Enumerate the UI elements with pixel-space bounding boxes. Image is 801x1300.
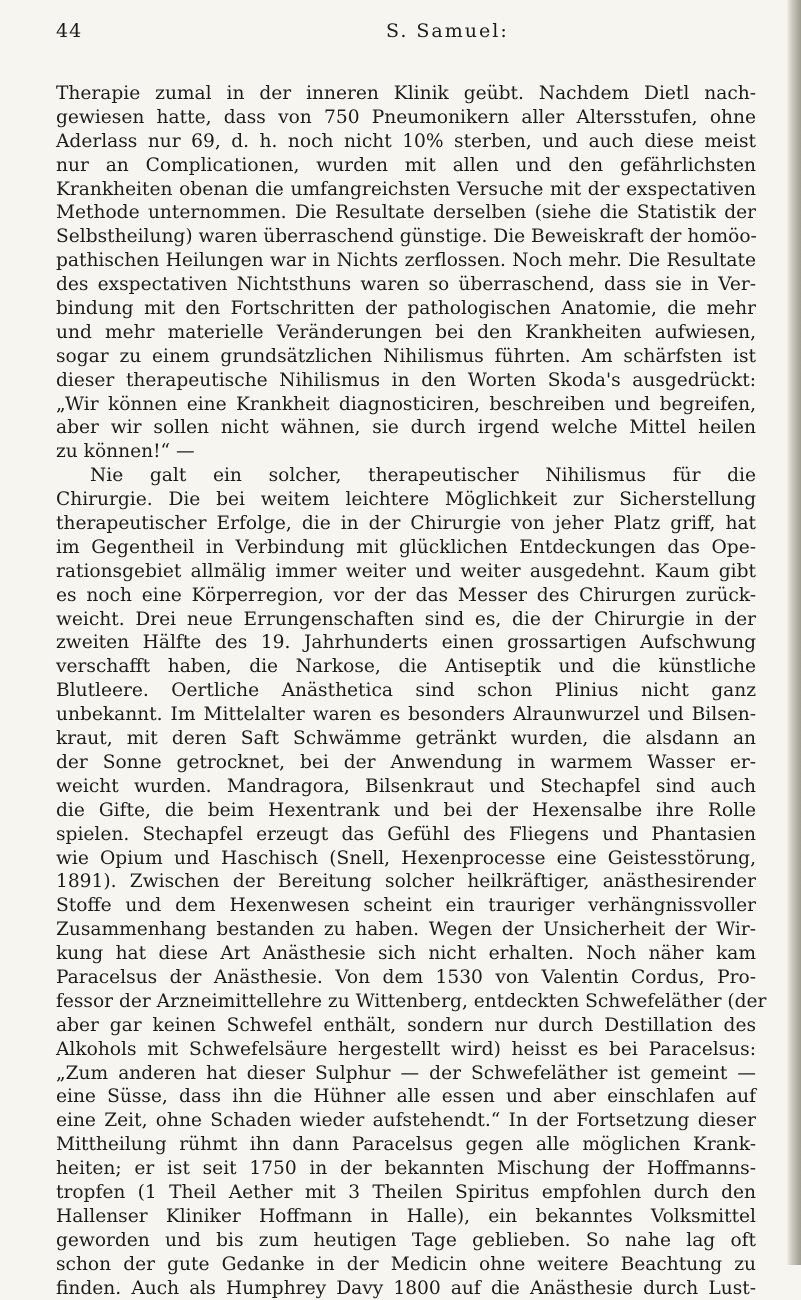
text-line: Stoffe und dem Hexenwesen scheint ein trauriger verhängnissvoller (56, 895, 756, 917)
text-line: aber gar keinen Schwefel enthält, sondern nur durch Destillation des (56, 1014, 756, 1036)
text-line: unbekannt. Im Mittelalter waren es besonders Alraunwurzel und Bilsen- (56, 704, 756, 726)
text-line: tropfen (1 Theil Aether mit 3 Theilen Spiritus empfohlen durch den (56, 1181, 756, 1203)
text-line: der Sonne getrocknet, bei der Anwendung in warmem Wasser er- (56, 751, 756, 773)
body-text (56, 82, 767, 1300)
text-line: „Wir können eine Krankheit diagnosticiren, beschreiben und begreifen, (56, 393, 756, 415)
text-line: Alkohols mit Schwefelsäure hergestellt wird) heisst es bei Paracelsus: (56, 1038, 756, 1060)
text-line: gewiesen hatte, dass von 750 Pneumonikern aller Altersstufen, ohne (56, 106, 756, 128)
text-line: des exspectativen Nichtsthuns waren so überraschend, dass sie in Ver- (56, 274, 756, 296)
text-line: Selbstheilung) waren überraschend günstige. Die Beweiskraft der homöo- (56, 226, 757, 248)
text-line: fessor der Arzneimittellehre zu Wittenberg, entdeckten Schwefeläther (der (56, 990, 767, 1012)
text-line: pathischen Heilungen war in Nichts zerflossen. Noch mehr. Die Resultate (56, 250, 756, 272)
text-line: Paracelsus der Anästhesie. Von dem 1530 von Valentin Cordus, Pro- (56, 966, 756, 988)
text-line: kraut, mit deren Saft Schwämme getränkt wurden, die alsdann an (56, 728, 756, 750)
text-line: es noch eine Körperregion, vor der das Messer des Chirurgen zurück- (56, 584, 756, 606)
page-number: 44 (56, 20, 83, 42)
text-line: weicht. Drei neue Errungenschaften sind es, die der Chirurgie in der (56, 608, 756, 630)
text-line: Mittheilung rühmt ihn dann Paracelsus gegen alle möglichen Krank- (56, 1134, 756, 1156)
text-line: finden. Auch als Humphrey Davy 1800 auf die Anästhesie durch Lust- (56, 1277, 756, 1299)
text-line: Chirurgie. Die bei weitem leichtere Möglichkeit zur Sicherstellung (56, 489, 756, 511)
text-line: sogar zu einem grundsätzlichen Nihilismus führten. Am schärfsten ist (56, 345, 756, 367)
text-line: eine Zeit, ohne Schaden wieder aufstehendt.“ In der Fortsetzung dieser (56, 1110, 756, 1132)
text-line: bindung mit den Fortschritten der pathologischen Anatomie, die mehr (56, 298, 756, 320)
text-line: geworden und bis zum heutigen Tage geblieben. So nahe lag oft (56, 1229, 756, 1251)
text-line: eine Süsse, dass ihn die Hühner alle essen und aber einschlafen auf (56, 1086, 756, 1108)
text-line: zu können!“ — (56, 441, 195, 463)
text-line: dieser therapeutische Nihilismus in den Worten Skoda's ausgedrückt: (56, 369, 756, 391)
text-line: wie Opium und Haschisch (Snell, Hexenprocesse eine Geistesstörung, (56, 847, 756, 869)
text-line: verschafft haben, die Narkose, die Antiseptik und die künstliche (56, 656, 756, 678)
text-line: spielen. Stechapfel erzeugt das Gefühl des Fliegens und Phantasien (56, 823, 756, 845)
text-line: kung hat diese Art Anästhesie sich nicht erhalten. Noch näher kam (56, 943, 756, 965)
page-edge-shadow (787, 0, 801, 1265)
text-line: rationsgebiet allmälig immer weiter und weiter ausgedehnt. Kaum gibt (56, 560, 756, 582)
text-line: heiten; er ist seit 1750 in der bekannten Mischung der Hoffmanns- (56, 1158, 756, 1180)
text-line: zweiten Hälfte des 19. Jahrhunderts einen grossartigen Aufschwung (56, 632, 756, 654)
text-line: Blutleere. Oertliche Anästhetica sind schon Plinius nicht ganz (56, 680, 756, 702)
text-line: die Gifte, die beim Hexentrank und bei der Hexensalbe ihre Rolle (56, 799, 756, 821)
page-header (56, 20, 756, 48)
text-line: schon der gute Gedanke in der Medicin ohne weitere Beachtung zu (56, 1253, 756, 1275)
text-line: Aderlass nur 69, d. h. noch nicht 10% sterben, und auch diese meist (56, 130, 756, 152)
text-line: Therapie zumal in der inneren Klinik geübt. Nachdem Dietl nach- (56, 83, 756, 104)
text-line: therapeutischer Erfolge, die in der Chirurgie von jeher Platz griff, hat (56, 513, 756, 535)
text-line: Methode unternommen. Die Resultate derselben (siehe die Statistik der (56, 202, 756, 224)
text-line: 1891). Zwischen der Bereitung solcher heilkräftiger, anästhesirender (56, 871, 756, 893)
text-line: nur an Complicationen, wurden mit allen und den gefährlichsten (56, 154, 756, 176)
text-line: Hallenser Kliniker Hoffmann in Halle), ein bekanntes Volksmittel (56, 1205, 756, 1227)
paragraph-start-line: Nie galt ein solcher, therapeutischer Nihilismus für die (90, 465, 756, 487)
running-head: S. Samuel: (386, 20, 509, 42)
text-line: im Gegentheil in Verbindung mit glücklichen Entdeckungen das Ope- (56, 536, 756, 558)
text-line: weicht wurden. Mandragora, Bilsenkraut und Stechapfel sind auch (56, 775, 756, 797)
text-line: „Zum anderen hat dieser Sulphur — der Schwefeläther ist gemeint — (56, 1062, 756, 1084)
text-line: Krankheiten obenan die umfangreichsten Versuche mit der exspectativen (56, 178, 756, 200)
text-line: Zusammenhang bestanden zu haben. Wegen der Unsicherheit der Wir- (56, 919, 756, 941)
text-line: und mehr materielle Veränderungen bei den Krankheiten aufwiesen, (56, 321, 756, 343)
text-line: aber wir sollen nicht wähnen, sie durch irgend welche Mittel heilen (56, 417, 756, 439)
